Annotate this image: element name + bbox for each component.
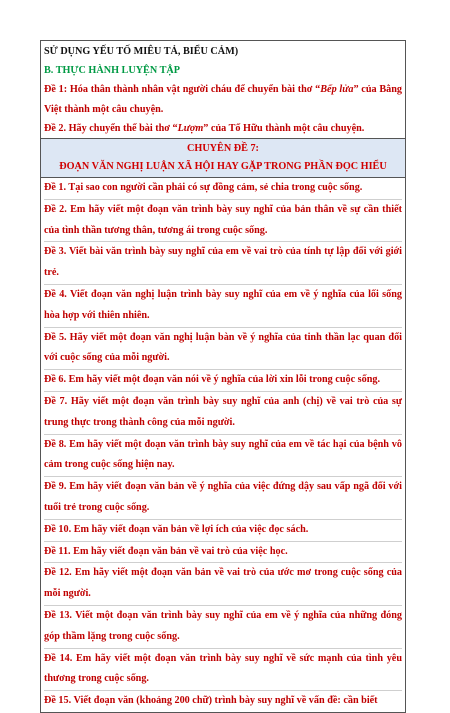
topic-header (41, 139, 405, 178)
list-item: Đề 1. Tại sao con người cần phải có sự đồng cảm, sẻ chia trong cuộc sống. (44, 178, 402, 200)
document-table (40, 40, 406, 713)
list-item: Đề 4. Viết đoạn văn nghị luận trình bày suy nghĩ của em về ý nghĩa của lối sống hòa hợp với thiên nhiên. (44, 285, 402, 328)
list-item: Đề 5. Hãy viết một đoạn văn nghị luận bàn về ý nghĩa của tinh thần lạc quan đối với cuộc sống của mỗi người. (44, 328, 402, 371)
list-item: Đề 13. Viết một đoạn văn trình bày suy nghĩ của em về ý nghĩa của những đóng góp thầm lặng trong cuộc sống. (44, 606, 402, 649)
section-title: B. THỰC HÀNH LUYỆN TẬP (44, 65, 180, 77)
list-item: Đề 10. Em hãy viết đoạn văn bản về lợi ích của việc đọc sách. (44, 520, 402, 542)
list-item: Đề 3. Viết bài văn trình bày suy nghĩ của em về vai trò của tính tự lập đối với giới trẻ. (44, 242, 402, 285)
heading-tail: SỬ DỤNG YẾU TỐ MIÊU TẢ, BIỂU CẢM) (44, 46, 239, 57)
list-item: Đề 8. Em hãy viết một đoạn văn trình bày suy nghĩ của em về tác hại của bệnh vô cảm trong cuộc sống hiện nay. (44, 435, 402, 478)
exercise-2: Đề 2. Hãy chuyển thể bài thơ “Lượm” của Tố Hữu thành một câu chuyện. (44, 122, 365, 134)
list-item: Đề 2. Em hãy viết một đoạn văn trình bày suy nghĩ của bản thân về sự cần thiết của tình thần tương thân, tương ái trong cuộc sống. (44, 200, 402, 243)
list-item: Đề 14. Em hãy viết một đoạn văn trình bày suy nghĩ về sức mạnh của tình yêu thương trong cuộc sống. (44, 649, 402, 692)
topic-title: ĐOẠN VĂN NGHỊ LUẬN XÃ HỘI HAY GẶP TRONG PHẦN ĐỌC HIỂU (59, 161, 387, 173)
list-item: Đề 7. Hãy viết một đoạn văn trình bày suy nghĩ của anh (chị) về vai trò của sự trung thực trong thành công của mỗi người. (44, 392, 402, 435)
list-item: Đề 9. Em hãy viết đoạn văn bản về ý nghĩa của việc đứng dậy sau vấp ngã đối với tuổi trẻ trong cuộc sống. (44, 477, 402, 520)
exercise-1: Đề 1: Hóa thân thành nhân vật người cháu để chuyển bài thơ “Bếp lửa” của Bằng Việt thành một câu chuyện. (44, 84, 402, 115)
list-item: Đề 15. Viết đoạn văn (khoảng 200 chữ) trình bày suy nghĩ về vấn đề: cần biết (44, 695, 378, 707)
list-item: Đề 11. Em hãy viết đoạn văn bản về vai trò của việc học. (44, 542, 402, 564)
list-item: Đề 6. Em hãy viết một đoạn văn nói về ý nghĩa của lời xin lỗi trong cuộc sống. (44, 370, 402, 392)
list-item: Đề 12. Em hãy viết một đoạn văn bản về vai trò của ước mơ trong cuộc sống của mỗi người. (44, 563, 402, 606)
topic-items (41, 178, 405, 713)
topic-number: CHUYÊN ĐỀ 7: (187, 143, 259, 155)
practice-section (41, 41, 405, 139)
